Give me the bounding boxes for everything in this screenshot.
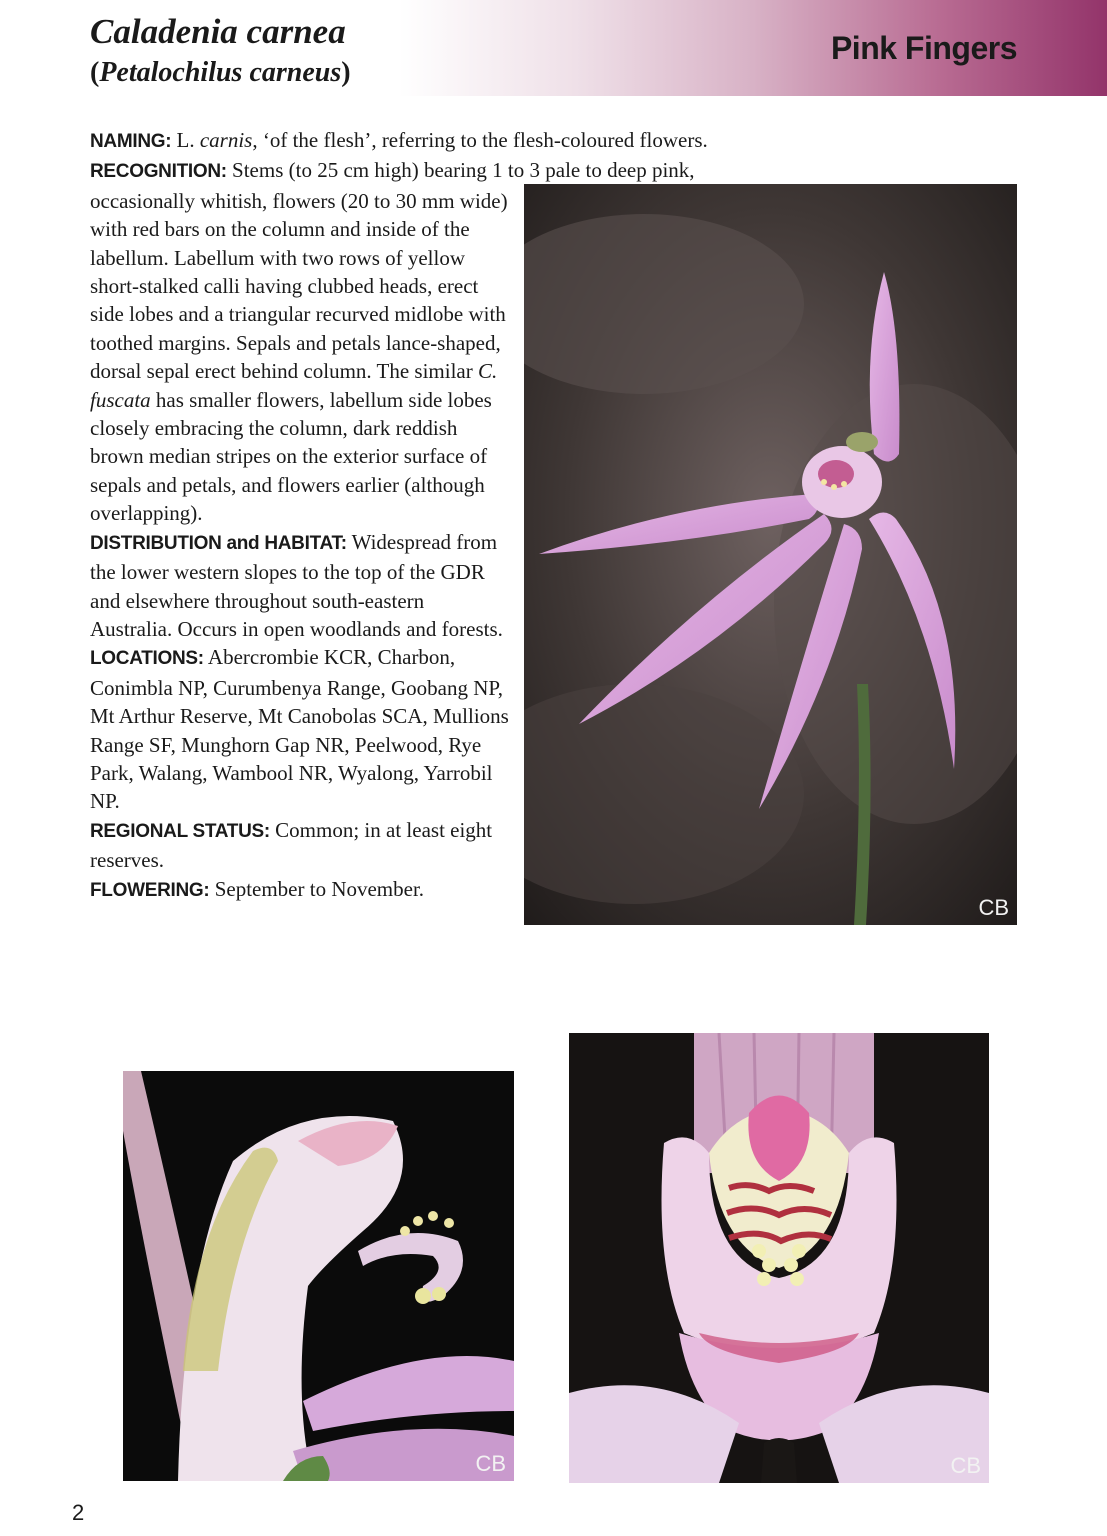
recognition-first-line	[90, 156, 790, 186]
synonym-close-paren: )	[341, 57, 351, 88]
naming-text-b: , ‘of the flesh’, referring to the flesh-coloured flowers.	[252, 128, 708, 152]
naming-latin-word: carnis	[199, 128, 253, 152]
naming-label: NAMING:	[90, 131, 172, 152]
recognition-text-c: has smaller flowers, labellum side lobes closely embracing the column, dark reddish brown median stripes on the exterior surface of sepals and petals, and flowers earlier (although overlapping).	[90, 387, 492, 526]
distribution-paragraph	[90, 528, 510, 644]
common-name: Pink Fingers	[830, 30, 1017, 66]
recognition-label: RECOGNITION:	[90, 161, 227, 183]
naming-paragraph	[90, 126, 790, 156]
page-number: 2	[72, 1500, 85, 1525]
recognition-paragraph	[90, 187, 510, 528]
synonym-name	[90, 55, 351, 91]
recognition-text-b: occasionally whitish, flowers (20 to 30 mm wide) with red bars on the column and inside of the labellum. Labellum with two rows of yellow short-stalked calli having clubbed heads, erect side lobes and a triangular recurved midlobe with toothed margins. Sepals and petals lance-shaped, dorsal sepal erect behind column. The similar	[90, 188, 508, 384]
labellum-photo-credit: CB	[950, 1453, 981, 1478]
regional-status-text: Common; in at least eight reserves.	[90, 817, 493, 873]
scientific-name: Caladenia carnea	[90, 12, 346, 51]
locations-text: Abercrombie KCR, Charbon, Conimbla NP, Curumbenya Range, Goobang NP, Mt Arthur Reserve, Mt Canobolas SCA, Mullions Range SF, Munghorn Gap NR, Peelwood, Rye Park, Walang, Wambool NR, Wyalong, Yarrobil NP.	[90, 645, 509, 814]
flowering-label: FLOWERING:	[90, 879, 210, 901]
recognition-similar-species: C. fuscata	[90, 359, 498, 412]
flowering-text: September to November.	[209, 876, 425, 901]
recognition-text-a: Stems (to 25 cm high) bearing 1 to 3 pale to deep pink,	[226, 158, 695, 183]
locations-paragraph	[90, 643, 510, 815]
synonym-text: Petalochilus carneus	[99, 57, 342, 88]
main-flower-photo	[524, 184, 1017, 925]
distribution-label: DISTRIBUTION and HABITAT:	[90, 532, 347, 554]
labellum-closeup-photo	[569, 1033, 989, 1483]
species-description	[90, 126, 708, 905]
distribution-text: Widespread from the lower western slopes to the top of the GDR and elsewhere throughout south-eastern Australia. Occurs in open woodlands and forests.	[90, 529, 503, 641]
regional-status-label: REGIONAL STATUS:	[90, 820, 270, 842]
regional-status-paragraph	[90, 816, 510, 875]
flowering-paragraph	[90, 875, 510, 905]
naming-text-a: L.	[171, 128, 200, 152]
side-photo-credit: CB	[475, 1451, 506, 1476]
side-view-photo	[123, 1071, 514, 1481]
synonym-open-paren: (	[90, 57, 100, 88]
main-photo-credit: CB	[978, 895, 1009, 920]
locations-label: LOCATIONS:	[90, 648, 204, 670]
